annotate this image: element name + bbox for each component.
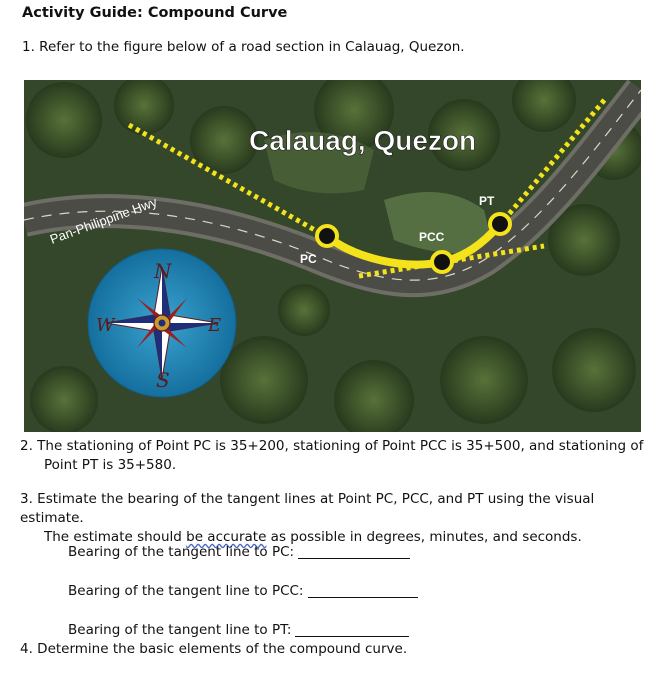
point-pc-marker (317, 226, 337, 246)
point-pcc-label: PCC (419, 230, 445, 244)
bearing-pcc-label: Bearing of the tangent line to PCC: (68, 583, 304, 599)
page-title: Activity Guide: Compound Curve (22, 5, 288, 21)
item-3-line-2-start: The estimate should (44, 529, 187, 545)
bearing-pc-label: Bearing of the tangent line to PC: (68, 544, 295, 560)
bearing-pt-answer-blank[interactable] (295, 622, 409, 637)
bearing-pt-label: Bearing of the tangent line to PT: (68, 622, 292, 638)
compass-west: W (96, 315, 115, 336)
item-3-flagged-phrase: be accurate (186, 529, 267, 545)
point-pc-label: PC (300, 252, 317, 266)
item-4-text: 4. Determine the basic elements of the compound curve. (20, 641, 408, 657)
bearing-pcc-answer-blank[interactable] (308, 583, 418, 598)
bearing-pt-line (68, 622, 409, 638)
item-3-text (20, 490, 660, 547)
map-title: Calauag, Quezon (249, 125, 477, 156)
road-label: Pan-Philippine Hwy (47, 194, 159, 247)
point-pcc-marker (432, 252, 452, 272)
point-pt-marker (490, 214, 510, 234)
item-3-line-2-end: as possible in degrees, minutes, and seconds. (266, 529, 582, 545)
item-3-line-1: 3. Estimate the bearing of the tangent lines at Point PC, PCC, and PT using the visual estimate. (20, 491, 595, 526)
bearing-pc-answer-blank[interactable] (298, 544, 410, 559)
item-2-line-1: 2. The stationing of Point PC is 35+200, stationing of Point PCC is 35+500, and stationing of (20, 438, 644, 454)
road-figure (24, 80, 641, 432)
road-map-image (24, 80, 641, 432)
item-2-line-2: Point PT is 35+580. (44, 457, 177, 473)
compass-south: S (156, 368, 170, 392)
bearing-pc-line (68, 544, 410, 560)
compass-north: N (154, 259, 172, 283)
compass-east: E (208, 315, 222, 336)
item-1-text: 1. Refer to the figure below of a road section in Calauag, Quezon. (22, 39, 465, 55)
point-pt-label: PT (479, 194, 495, 208)
item-2-text (20, 437, 650, 475)
compass-rose (88, 249, 236, 397)
bearing-pcc-line (68, 583, 418, 599)
